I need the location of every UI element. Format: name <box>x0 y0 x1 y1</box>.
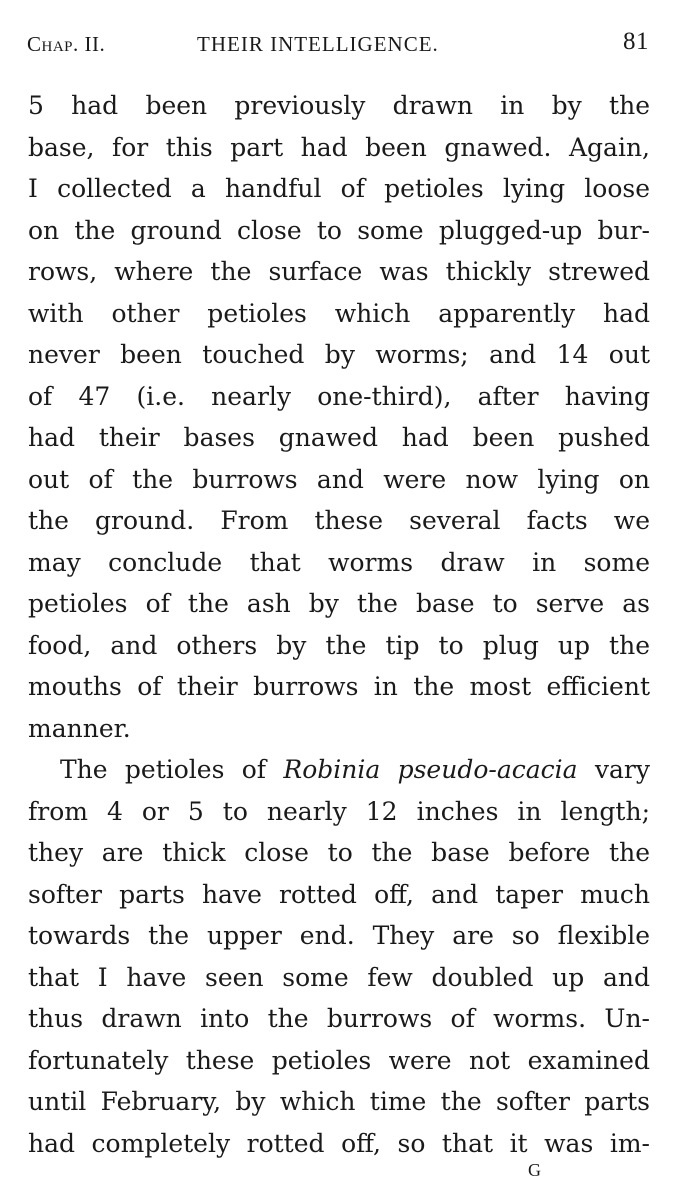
text-line: the ground. From these several facts we <box>28 506 650 535</box>
paragraph-2 <box>28 749 650 1164</box>
text-line: fortunately these petioles were not examined <box>28 1045 650 1075</box>
text-run: The petioles of <box>60 755 284 784</box>
chapter-label-initial: C <box>27 32 42 56</box>
running-title: THEIR INTELLIGENCE. <box>197 32 439 56</box>
text-line: they are thick close to the base before the <box>28 838 650 867</box>
signature-mark: G <box>528 1160 541 1180</box>
text-line: manner. <box>28 713 131 743</box>
text-line: towards the upper end. They are so flexible <box>28 921 650 950</box>
text-line: that I have seen some few doubled up and <box>28 962 650 992</box>
text-line: petioles of the ash by the base to serve as <box>28 589 650 618</box>
page-number: 81 <box>623 28 649 55</box>
chapter-label <box>27 32 105 57</box>
text-line: thus drawn into the burrows of worms. Un- <box>28 1004 650 1033</box>
text-line: from 4 or 5 to nearly 12 inches in length; <box>28 796 650 826</box>
text-line: of 47 (i.e. nearly one-third), after having <box>28 381 650 411</box>
text-line: rows, where the surface was thickly strewed <box>28 257 650 286</box>
text-line: food, and others by the tip to plug up the <box>28 630 650 660</box>
text-line-first <box>28 749 650 791</box>
text-line: softer parts have rotted off, and taper much <box>28 879 650 909</box>
text-line: mouths of their burrows in the most efficient <box>28 672 650 701</box>
paragraph-1 <box>28 85 650 749</box>
text-line: had their bases gnawed had been pushed <box>28 423 650 452</box>
running-head <box>27 30 651 60</box>
text-line: 5 had been previously drawn in by the <box>28 91 650 120</box>
text-line: base, for this part had been gnawed. Again, <box>28 132 650 162</box>
text-line: on the ground close to some plugged-up bur- <box>28 215 650 245</box>
text-line: I collected a handful of petioles lying loose <box>28 174 650 203</box>
text-run: vary <box>577 755 650 784</box>
species-name: Robinia pseudo-acacia <box>283 755 578 784</box>
text-line: until February, by which time the softer parts <box>28 1087 650 1116</box>
text-line: had completely rotted off, so that it was im- <box>28 1128 650 1158</box>
text-line: never been touched by worms; and 14 out <box>28 340 650 369</box>
text-line: out of the burrows and were now lying on <box>28 464 650 494</box>
text-line: may conclude that worms draw in some <box>28 547 650 577</box>
body-text <box>28 85 650 1164</box>
text-line: with other petioles which apparently had <box>28 298 650 328</box>
chapter-label-rest: hap. II. <box>41 32 106 56</box>
